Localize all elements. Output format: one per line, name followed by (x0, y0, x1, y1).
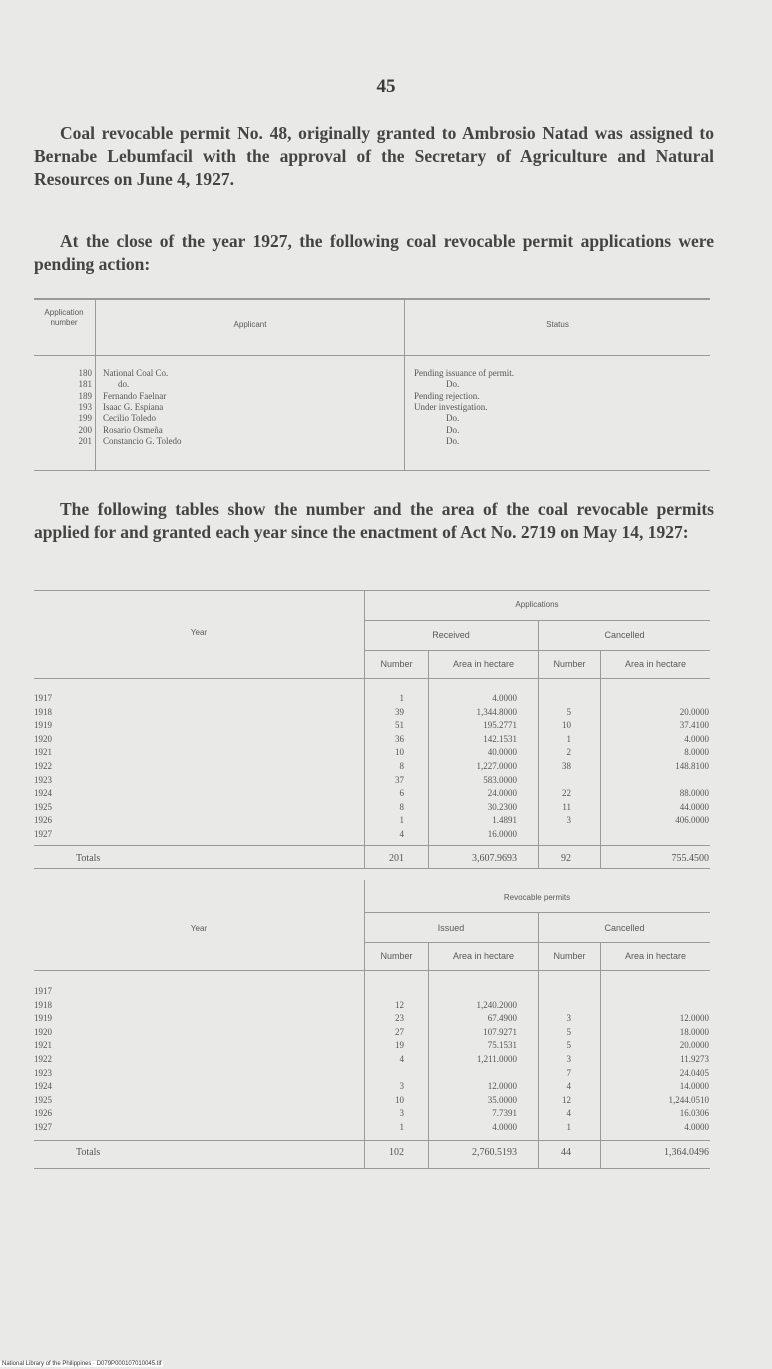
application-status: Pending issuance of permit. (414, 368, 514, 378)
cancelled-area: 8.0000 (684, 747, 709, 758)
issued-number: 3 (399, 1081, 404, 1092)
year-label: 1917 (34, 986, 52, 996)
total-issued-area: 2,760.5193 (472, 1147, 517, 1158)
year-label: 1925 (34, 1094, 52, 1105)
received-number: 6 (399, 788, 404, 799)
issued-number: 3 (399, 1108, 404, 1119)
received-area: 1,227.0000 (476, 761, 517, 771)
applications-header: Applications (515, 600, 559, 609)
year-label: 1918 (34, 706, 52, 717)
header-rule (34, 970, 710, 971)
table-bottom-rule (34, 868, 710, 869)
group-rule (364, 912, 710, 913)
group-rule (364, 620, 710, 621)
area-header: Area in hectare (624, 659, 687, 669)
sub-rule (364, 650, 710, 651)
cancelled-area: 4.0000 (684, 1122, 709, 1132)
year-label: 1923 (34, 774, 52, 785)
year-label: 1917 (34, 693, 52, 703)
permits-header: Revocable permits (503, 893, 571, 902)
application-number: 181 (78, 379, 92, 390)
cancelled-number: 4 (566, 1081, 571, 1092)
issued-area: 35.0000 (487, 1094, 517, 1105)
total-received-area: 3,607.9693 (472, 853, 517, 864)
cancelled-area: 11.9273 (680, 1054, 709, 1064)
received-number: 1 (399, 815, 404, 826)
issued-area: 12.0000 (487, 1081, 517, 1092)
received-number: 37 (395, 774, 404, 785)
issued-number: 19 (395, 1040, 404, 1051)
year-label: 1919 (34, 1013, 52, 1024)
cancelled-number: 5 (566, 706, 571, 717)
issued-number: 23 (395, 1013, 404, 1024)
application-status: Do. (446, 379, 460, 390)
year-label: 1920 (34, 733, 52, 744)
applicant-name: Rosario Osmeña (103, 424, 163, 435)
number-header: Number (380, 951, 413, 961)
total-cancelled-number: 44 (561, 1147, 571, 1158)
received-area: 16.0000 (487, 829, 517, 839)
cancelled-area: 1,244.0510 (668, 1094, 709, 1105)
received-area: 30.2300 (487, 801, 517, 812)
cancelled-number: 38 (562, 761, 571, 771)
received-area: 583.0000 (483, 774, 517, 785)
applicant-name: National Coal Co. (103, 368, 169, 378)
received-area: 1,344.8000 (476, 706, 517, 717)
issued-number: 12 (395, 999, 404, 1010)
application-status: Do. (446, 424, 460, 435)
year-label: 1920 (34, 1026, 52, 1037)
year-label: 1921 (34, 1040, 52, 1051)
cancelled-number: 4 (566, 1108, 571, 1119)
cancelled-area: 4.0000 (684, 733, 709, 744)
issued-number: 4 (399, 1054, 404, 1064)
year-label: 1922 (34, 1054, 52, 1064)
total-cancelled-area: 1,364.0496 (664, 1147, 709, 1158)
scan-footer: National Library of the Philippines · D079P000107010045.tif (2, 1361, 162, 1367)
year-header: Year (190, 924, 208, 933)
issued-header: Issued (437, 923, 465, 933)
cancelled-number: 7 (566, 1067, 571, 1078)
applicant-name: Fernando Faelnar (103, 390, 167, 401)
issued-area: 1,211.0000 (476, 1054, 517, 1064)
application-number: 193 (78, 401, 92, 412)
received-number: 8 (399, 761, 404, 771)
received-area: 40.0000 (487, 747, 517, 758)
cancelled-number: 5 (566, 1040, 571, 1051)
cancelled-area: 20.0000 (679, 1040, 709, 1051)
applicant-name: Cecilio Toledo (103, 413, 156, 424)
application-number: 180 (78, 368, 92, 378)
totals-rule (34, 845, 710, 846)
area-header: Area in hectare (624, 951, 687, 961)
cancelled-area: 16.0306 (679, 1108, 709, 1119)
received-header: Received (432, 630, 470, 640)
cancelled-number: 3 (566, 1054, 571, 1064)
paragraph-tables-intro: The following tables show the number and the area of the coal revocable permits applied for and granted each year since the enactment of Act No. 2719 on May 14, 1927: (34, 499, 714, 542)
number-header: Number (380, 659, 413, 669)
cancelled-number: 3 (566, 815, 571, 826)
table-top-rule (34, 590, 710, 591)
issued-number: 27 (395, 1026, 404, 1037)
column-divider (538, 620, 539, 868)
total-cancelled-area: 755.4500 (671, 853, 709, 864)
received-area: 24.0000 (487, 788, 517, 799)
year-label: 1924 (34, 1081, 52, 1092)
totals-rule (34, 1140, 710, 1141)
cancelled-number: 11 (562, 801, 571, 812)
application-status: Pending rejection. (414, 390, 480, 401)
cancelled-header: Cancelled (604, 923, 645, 933)
year-label: 1921 (34, 747, 52, 758)
received-number: 36 (395, 733, 404, 744)
received-area: 195.2771 (483, 720, 517, 731)
applicant-name: do. (118, 379, 130, 390)
cancelled-area: 12.0000 (679, 1013, 709, 1024)
paragraph-pending-intro: At the close of the year 1927, the following coal revocable permit applications were pending action: (34, 231, 714, 274)
cancelled-number: 1 (566, 1122, 571, 1132)
received-number: 8 (399, 801, 404, 812)
issued-number: 10 (395, 1094, 404, 1105)
application-number: 189 (78, 390, 92, 401)
received-number: 4 (399, 829, 404, 839)
cancelled-number: 12 (562, 1094, 571, 1105)
year-label: 1927 (34, 1122, 52, 1132)
cancelled-number: 3 (566, 1013, 571, 1024)
column-divider (600, 650, 601, 868)
received-number: 1 (399, 693, 404, 703)
total-received-number: 201 (389, 853, 404, 864)
cancelled-area: 406.0000 (675, 815, 709, 826)
application-status: Do. (446, 435, 460, 446)
issued-area: 7.7391 (492, 1108, 517, 1119)
year-label: 1918 (34, 999, 52, 1010)
paragraph-permit-assignment: Coal revocable permit No. 48, originally granted to Ambrosio Natad was assigned to Bernabe Lebumfacil with the approval of the Secretary of Agriculture and Natural Resources on June 4, 1927. (34, 123, 714, 189)
received-number: 39 (395, 706, 404, 717)
header-rule (34, 678, 710, 679)
application-number: 199 (78, 413, 92, 424)
cancelled-header: Cancelled (604, 630, 645, 640)
issued-area: 107.9271 (483, 1026, 517, 1037)
totals-label: Totals (76, 1147, 101, 1158)
issued-number: 1 (399, 1122, 404, 1132)
year-label: 1923 (34, 1067, 52, 1078)
number-header: Number (553, 951, 586, 961)
table-bottom-rule (34, 470, 710, 471)
table-top-rule (34, 298, 710, 300)
received-number: 51 (395, 720, 404, 731)
received-area: 142.1531 (483, 733, 517, 744)
cancelled-number: 22 (562, 788, 571, 799)
sub-rule (364, 942, 710, 943)
year-label: 1926 (34, 1108, 52, 1119)
cancelled-area: 88.0000 (679, 788, 709, 799)
issued-area: 67.4900 (487, 1013, 517, 1024)
cancelled-number: 2 (566, 747, 571, 758)
cancelled-area: 24.0405 (679, 1067, 709, 1078)
year-label: 1926 (34, 815, 52, 826)
year-label: 1922 (34, 761, 52, 771)
applicant-name: Isaac G. Espiana (103, 401, 164, 412)
cancelled-number: 5 (566, 1026, 571, 1037)
issued-area: 75.1531 (487, 1040, 517, 1051)
cancelled-area: 20.0000 (679, 706, 709, 717)
header-applicant: Applicant (233, 320, 267, 329)
year-label: 1924 (34, 788, 52, 799)
page-number: 45 (376, 76, 396, 97)
year-header: Year (190, 628, 208, 637)
area-header: Area in hectare (452, 951, 515, 961)
issued-area: 4.0000 (492, 1122, 517, 1132)
area-header: Area in hectare (452, 659, 515, 669)
application-status: Do. (446, 413, 460, 424)
total-issued-number: 102 (389, 1147, 404, 1158)
header-status: Status (546, 320, 569, 329)
cancelled-area: 148.8100 (675, 761, 709, 771)
cancelled-number: 10 (562, 720, 571, 731)
received-area: 4.0000 (492, 693, 517, 703)
year-label: 1925 (34, 801, 52, 812)
header-application-number: Application number (44, 308, 84, 327)
received-area: 1.4891 (492, 815, 517, 826)
received-number: 10 (395, 747, 404, 758)
total-cancelled-number: 92 (561, 853, 571, 864)
year-label: 1919 (34, 720, 52, 731)
cancelled-area: 14.0000 (679, 1081, 709, 1092)
application-number: 200 (78, 424, 92, 435)
table-bottom-rule (34, 1168, 710, 1169)
cancelled-area: 44.0000 (679, 801, 709, 812)
application-number: 201 (78, 435, 92, 446)
number-header: Number (553, 659, 586, 669)
cancelled-number: 1 (566, 733, 571, 744)
issued-area: 1,240.2000 (476, 999, 517, 1010)
header-rule (34, 355, 710, 356)
cancelled-area: 18.0000 (679, 1026, 709, 1037)
cancelled-area: 37.4100 (679, 720, 709, 731)
year-label: 1927 (34, 829, 52, 839)
applicant-name: Constancio G. Toledo (103, 435, 182, 446)
application-status: Under investigation. (414, 401, 488, 412)
totals-label: Totals (76, 853, 101, 864)
